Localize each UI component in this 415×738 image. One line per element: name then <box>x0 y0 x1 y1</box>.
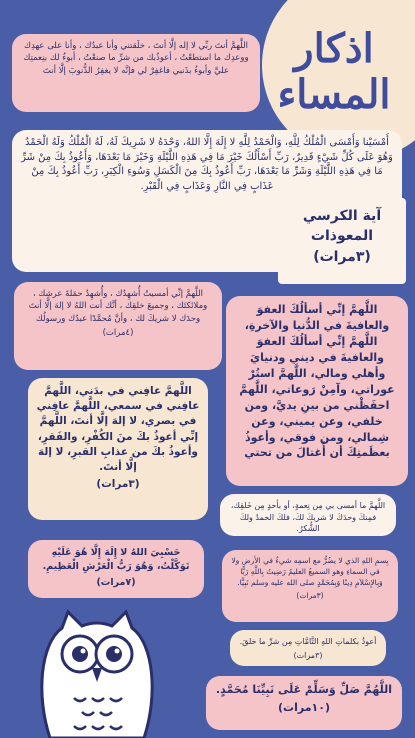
ayat-count: (٣مرات) <box>313 248 371 265</box>
title-line-1: اذكار <box>294 25 374 72</box>
title-line-2: المساء <box>277 71 391 118</box>
dhikr-text: أعوذُ بكلماتِ اللهِ التَّامَّاتِ مِن شرِّ ما خلقَ. <box>239 637 377 646</box>
dhikr-card-7 <box>28 540 204 598</box>
dhikr-card-3 <box>14 282 222 370</box>
repeat-count: (٣مرات) <box>296 590 324 600</box>
ayat-line-2: المعوذات <box>310 228 374 245</box>
dhikr-text: اللَّهمَّ ما أمسى بي مِن نِعمةٍ، أو بأحدٍ مِن خَلقِك، فمِنكَ وحدَكَ لا شريكَ لكَ، فلكَ الحمدُ ولكَ الشُّكرُ. <box>230 501 386 534</box>
dhikr-card-8 <box>222 550 398 622</box>
repeat-count: (٤مرات) <box>102 327 134 338</box>
dhikr-text: اللَّهمَّ أنتَ ربِّي لا إله إلَّا أنتَ ، خلَقتني وأنا عبدُك ، وأنا على عهدِك ووعدِك ما استطعْتُ ، أعوذُبك من شرِّ ما صنعْتُ ، أبوءُ لك بنِعمتِك عليَّ وأبوءُ بذَنبي فاغفِرْ لي فإنَّه لا يغفِرُ الذُّنوبَ إلَّا أنتَ <box>23 41 249 76</box>
ayat-line-1: آية الكرسي <box>302 208 382 224</box>
dhikr-text: أَمْسَيْنا وَأَمْسَى الْمُلْكُ لِلَّهِ، وَالْحَمْدُ لِلَّهِ لا إِلَهَ إِلَّا اللهُ، وَحْدَهُ لا شَرِيكَ لَهُ، لَهُ الْمُلْكُ وَلَهُ الْحَمْدُ وَهُوَ عَلَى كُلِّ شَيْءٍ قَدِيرٌ، رَبِّ أَسْأَلُكَ خَيْرَ مَا فِي هَذِهِ اللَّيْلَةِ وَخَيْرَ مَا بَعْدَهَا، وَأَعُوذُ بِكَ مِنْ شَرِّ مَا فِي هَذِهِ اللَّيْلَةِ وَشَرِّ مَا بَعْدَهَا، رَبِّ أَعُوذُ بِكَ مِنَ الْكَسَلِ وَسُوءِ الْكِبَرِ، رَبِّ أَعُوذُ بِكَ مِنْ عَذَابٍ فِي النَّارِ وَعَذَابٍ فِي الْقَبْرِ. <box>21 137 393 192</box>
dhikr-text: اللَّهُمَّ صَلِّ وَسَلِّمْ عَلَى نَبِيِّنَا مُحَمَّدٍ. <box>215 683 393 696</box>
ayat-kursi-box <box>278 198 406 284</box>
dhikr-card-6 <box>220 494 396 536</box>
dhikr-card-5 <box>28 378 208 520</box>
dhikr-card-9 <box>230 630 386 666</box>
dhikr-card-4 <box>226 296 408 486</box>
page-title <box>259 26 409 118</box>
dhikr-text: بِسمِ اللهِ الذي لا يضُرُّ مع اسمِه شيءٌ في الأرضِ ولا في السماءِ وهو السميعُ العليمُ رَضِيتُ بِاللَّهِ رَبًّا وَبِالإِسْلاَمِ دِينًا وَبِمُحَمَّدٍ صلى الله عليه وسلم نَبِيًّا. <box>231 556 389 587</box>
dhikr-text: حَسْبِيَ اللهُ لا إِلَهَ إِلَّا هُوَ عَلَيْهِ تَوَكَّلْتُ، وَهُوَ رَبُّ الْعَرْشِ الْعَظِيمِ. <box>42 547 190 572</box>
repeat-count: (١٠مرات) <box>278 700 330 714</box>
dhikr-card-10 <box>206 676 402 730</box>
repeat-count: (٣مرات) <box>96 478 140 491</box>
dhikr-card-1 <box>12 34 260 112</box>
dhikr-text: اللَّهمَّ إنِّي أسألُكَ العفوَ والعافيةَ في الدُّنيا والآخرةِ، اللَّهمَّ إنِّي أسألُكَ العفوَ والعافيةَ في ديني ودنيايَ وأهلي ومالي، اللَّهمَّ استُرْ عوراتي، وآمِنْ رَوعاتي، اللَّهمَّ احفَظْني من بينِ يديَّ، ومن خلفي، وعن يميني، وعن شِمالي، ومن فوقي، وأعوذُ بعظَمتِكَ أن أُغتالَ من تحتي <box>239 303 395 460</box>
dhikr-text: اللَّهمَّ إنِّي أمسيتُ أُشهِدُك ، وأُشهِدُ حمَلةَ عرشِك ، وملائكتَك ، وجميعَ خلقِك ، أنَّك أنت اللهُ لا إلهَ إلَّا أنتَ وحدَك لا شريكَ لك ، وأنَّ مُحمَّدًا عبدُك ورسولُك <box>28 289 208 324</box>
repeat-count: (٧مرات) <box>96 576 136 588</box>
owl-illustration-icon <box>22 606 172 738</box>
repeat-count: (٣مرات) <box>293 650 323 660</box>
dhikr-text: اللَّهمَّ عافِني في بدَني، اللَّهمَّ عافِني في سمعي، اللَّهمَّ عافِني في بصري، لا إلهَ إلَّا أنتَ، اللَّهمَّ إنِّي أعوذُ بكَ منَ الكُفْرِ، والفَقرِ، وأعوذُ بكَ من عذابِ القبرِ، لا إلهَ إلَّا أنتَ. <box>36 385 200 474</box>
